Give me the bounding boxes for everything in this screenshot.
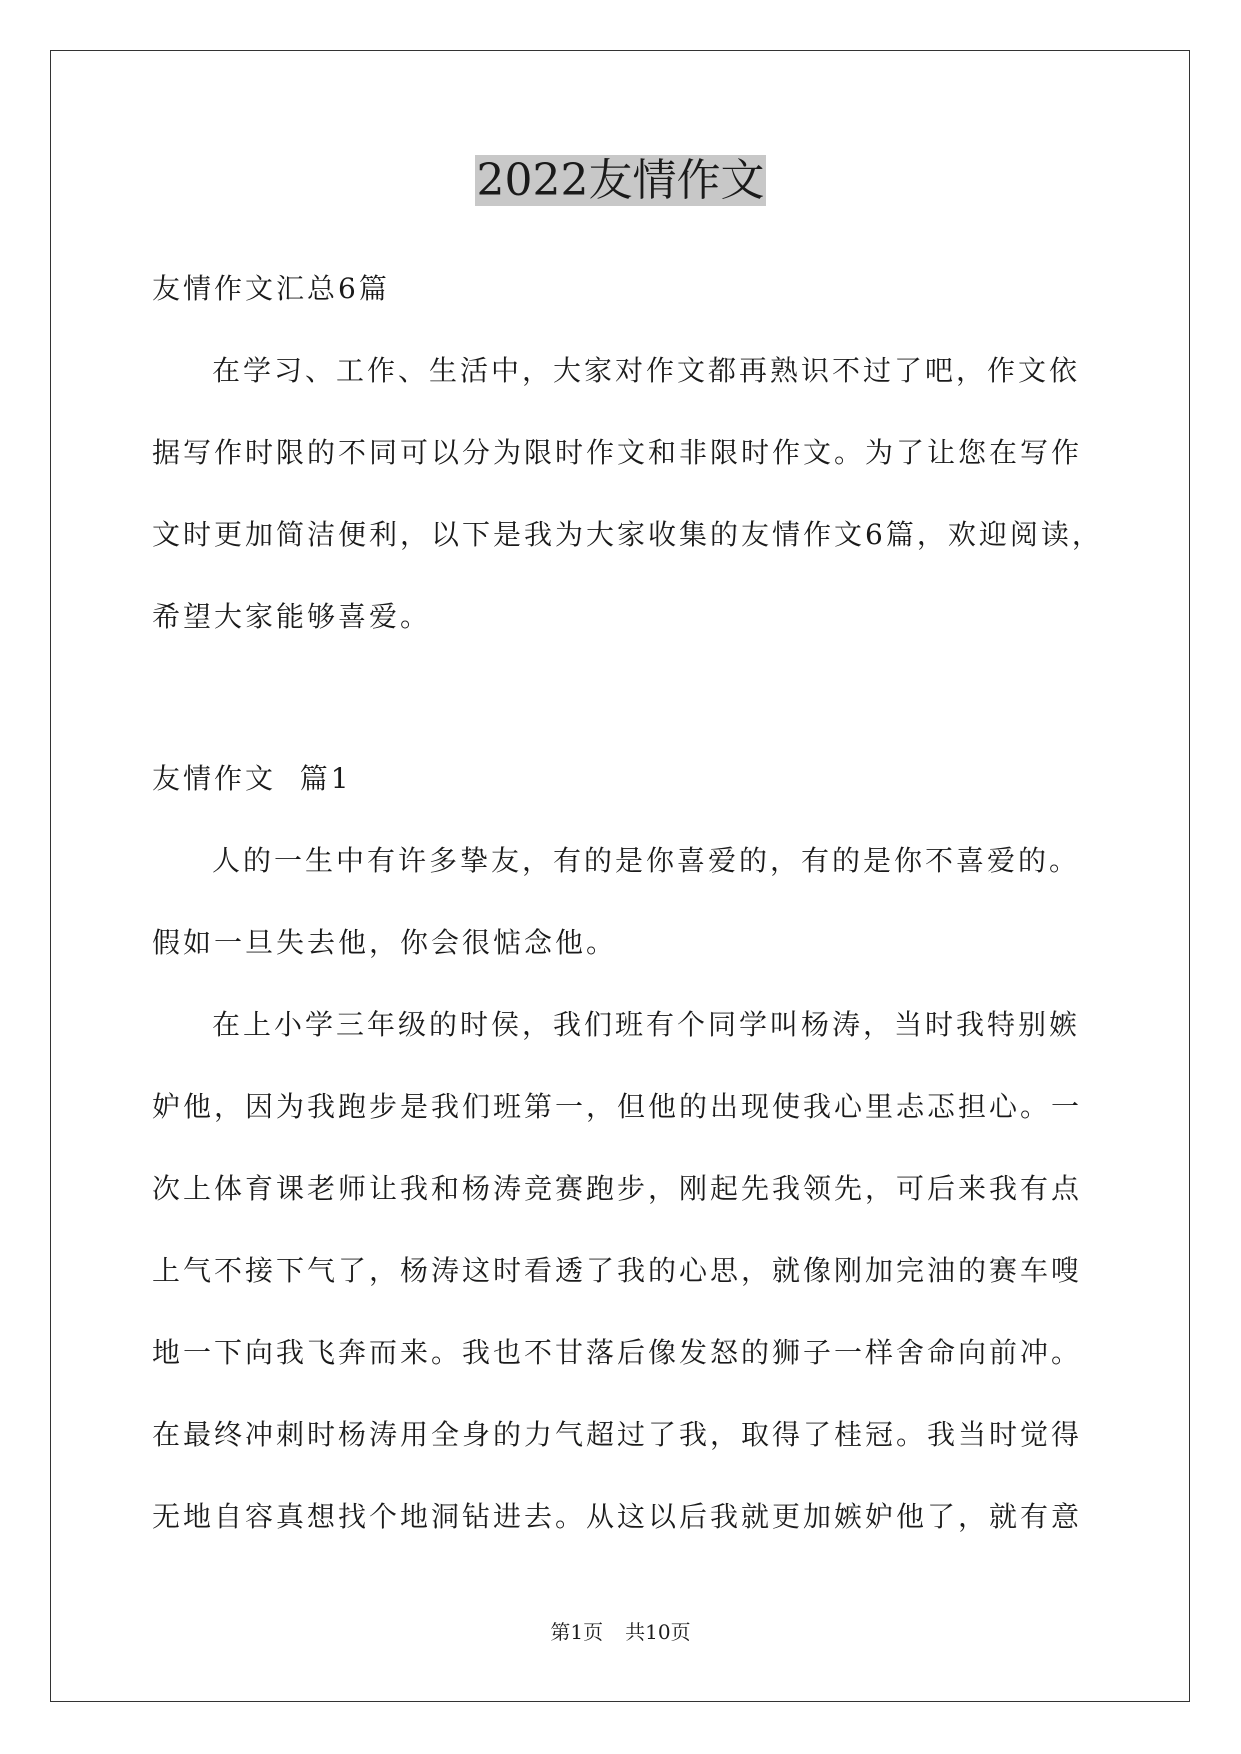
intro-line: 希望大家能够喜爱。	[152, 600, 432, 633]
document-title-text: 2022友情作文	[476, 155, 765, 206]
intro-line: 在学习、工作、生活中，大家对作文都再熟识不过了吧，作文依	[212, 354, 1081, 387]
page-footer	[0, 1618, 1241, 1646]
paragraph-line: 地一下向我飞奔而来。我也不甘落后像发怒的狮子一样舍命向前冲。	[152, 1336, 1083, 1369]
paragraph-spacer	[152, 658, 1092, 738]
paragraph-line: 上气不接下气了，杨涛这时看透了我的心思，就像刚加完油的赛车嗖	[152, 1254, 1083, 1287]
intro-line: 据写作时限的不同可以分为限时作文和非限时作文。为了让您在写作	[152, 436, 1083, 469]
paragraph-line: 妒他，因为我跑步是我们班第一，但他的出现使我心里忐忑担心。一	[152, 1090, 1083, 1123]
paragraph-line: 在上小学三年级的时侯，我们班有个同学叫杨涛，当时我特别嫉	[212, 1008, 1081, 1041]
subtitle: 友情作文汇总6篇	[152, 272, 390, 305]
paragraph-line: 在最终冲刺时杨涛用全身的力气超过了我，取得了桂冠。我当时觉得	[152, 1418, 1083, 1451]
paragraph-line: 次上体育课老师让我和杨涛竞赛跑步，刚起先我领先，可后来我有点	[152, 1172, 1083, 1205]
intro-line: 文时更加简洁便利，以下是我为大家收集的友情作文6篇，欢迎阅读，	[152, 518, 1103, 551]
document-title	[0, 153, 1241, 209]
section-heading: 友情作文 篇1	[152, 762, 352, 795]
paragraph-line: 无地自容真想找个地洞钻进去。从这以后我就更加嫉妒他了，就有意	[152, 1500, 1083, 1533]
page-total: 共10页	[625, 1620, 691, 1644]
paragraph-line: 人的一生中有许多挚友，有的是你喜爱的，有的是你不喜爱的。	[212, 844, 1081, 877]
paragraph-line: 假如一旦失去他，你会很惦念他。	[152, 926, 618, 959]
document-body	[152, 248, 1103, 1558]
page-number: 第1页	[550, 1620, 604, 1644]
